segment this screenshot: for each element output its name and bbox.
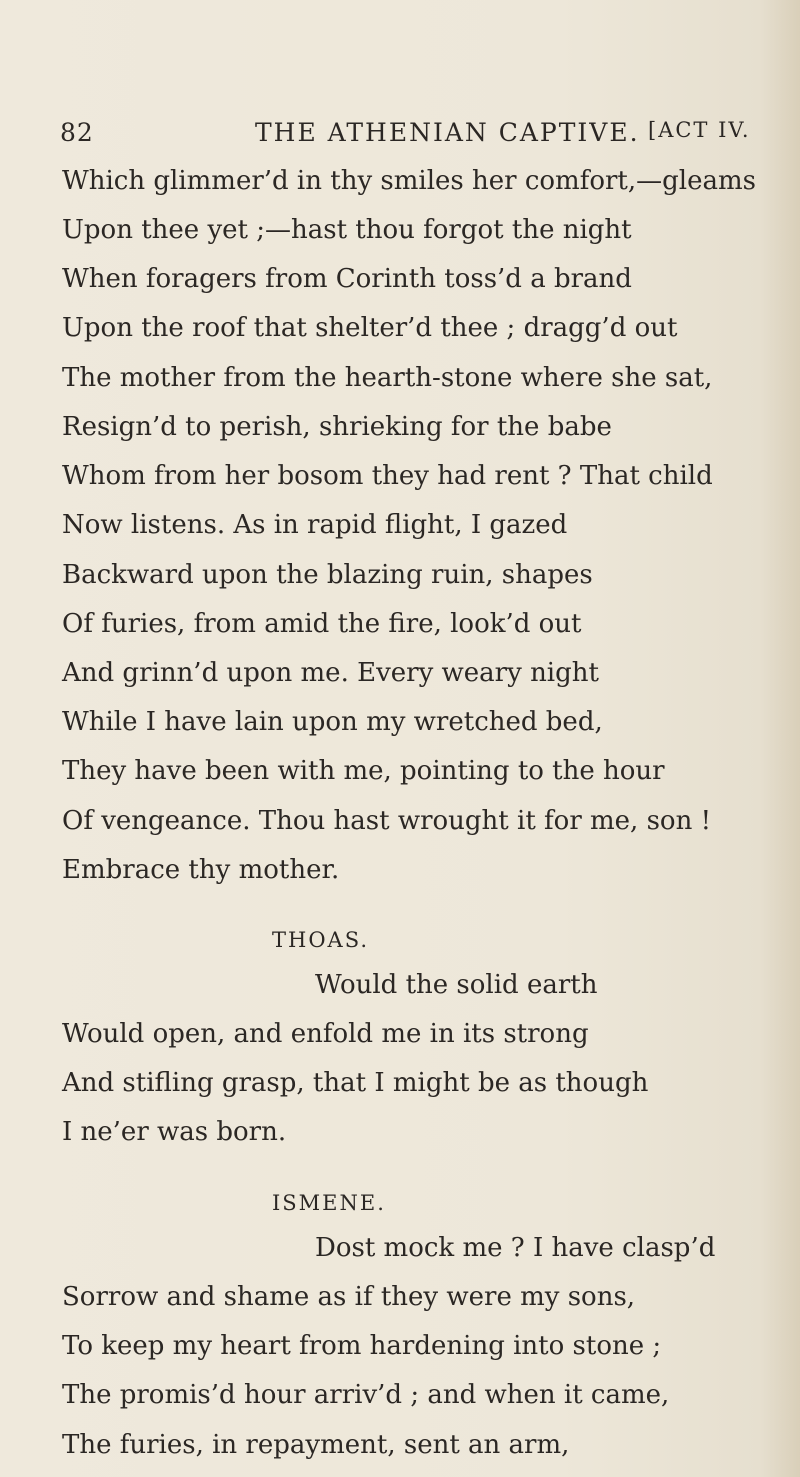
verse-line: Sorrow and shame as if they were my sons, bbox=[62, 1282, 636, 1312]
verse-line: They have been with me, pointing to the hour bbox=[62, 756, 665, 786]
verse-line: Upon the roof that shelter’d thee ; dragg’d out bbox=[62, 313, 678, 343]
speaker-name: ISMENE. bbox=[272, 1191, 386, 1215]
verse-line: Of vengeance. Thou hast wrought it for me, son ! bbox=[62, 806, 712, 836]
verse-line: The mother from the hearth-stone where she sat, bbox=[62, 363, 713, 393]
verse-line: The promis’d hour arriv’d ; and when it came, bbox=[62, 1380, 670, 1410]
verse-line: Backward upon the blazing ruin, shapes bbox=[62, 560, 593, 590]
act-marker: [ACT IV. bbox=[648, 118, 751, 142]
speaker-name: THOAS. bbox=[272, 928, 370, 952]
verse-line: And grinn’d upon me. Every weary night bbox=[62, 658, 599, 688]
running-header bbox=[0, 78, 800, 147]
verse-line: The furies, in repayment, sent an arm, bbox=[62, 1430, 570, 1460]
verse-line: Embrace thy mother. bbox=[62, 855, 340, 885]
verse-line: Would the solid earth bbox=[315, 970, 598, 1000]
running-title: THE ATHENIAN CAPTIVE. bbox=[255, 118, 640, 147]
verse-line: While I have lain upon my wretched bed, bbox=[62, 707, 603, 737]
verse-line: Now listens. As in rapid flight, I gazed bbox=[62, 510, 568, 540]
verse-line: When foragers from Corinth toss’d a brand bbox=[62, 264, 632, 294]
page-number: 82 bbox=[60, 118, 94, 147]
verse-line: I ne’er was born. bbox=[62, 1117, 287, 1147]
verse-line: Of furies, from amid the fire, look’d out bbox=[62, 609, 582, 639]
verse-line: Would open, and enfold me in its strong bbox=[62, 1019, 589, 1049]
verse-line: Resign’d to perish, shrieking for the babe bbox=[62, 412, 612, 442]
verse-line: Dost mock me ? I have clasp’d bbox=[315, 1233, 716, 1263]
verse-line: And stifling grasp, that I might be as though bbox=[62, 1068, 649, 1098]
verse-line: Whom from her bosom they had rent ? That child bbox=[62, 461, 713, 491]
verse-line: To keep my heart from hardening into stone ; bbox=[62, 1331, 662, 1361]
verse-line: Which glimmer’d in thy smiles her comfort,—gleams bbox=[62, 166, 756, 196]
verse-line: Upon thee yet ;—hast thou forgot the night bbox=[62, 215, 632, 245]
